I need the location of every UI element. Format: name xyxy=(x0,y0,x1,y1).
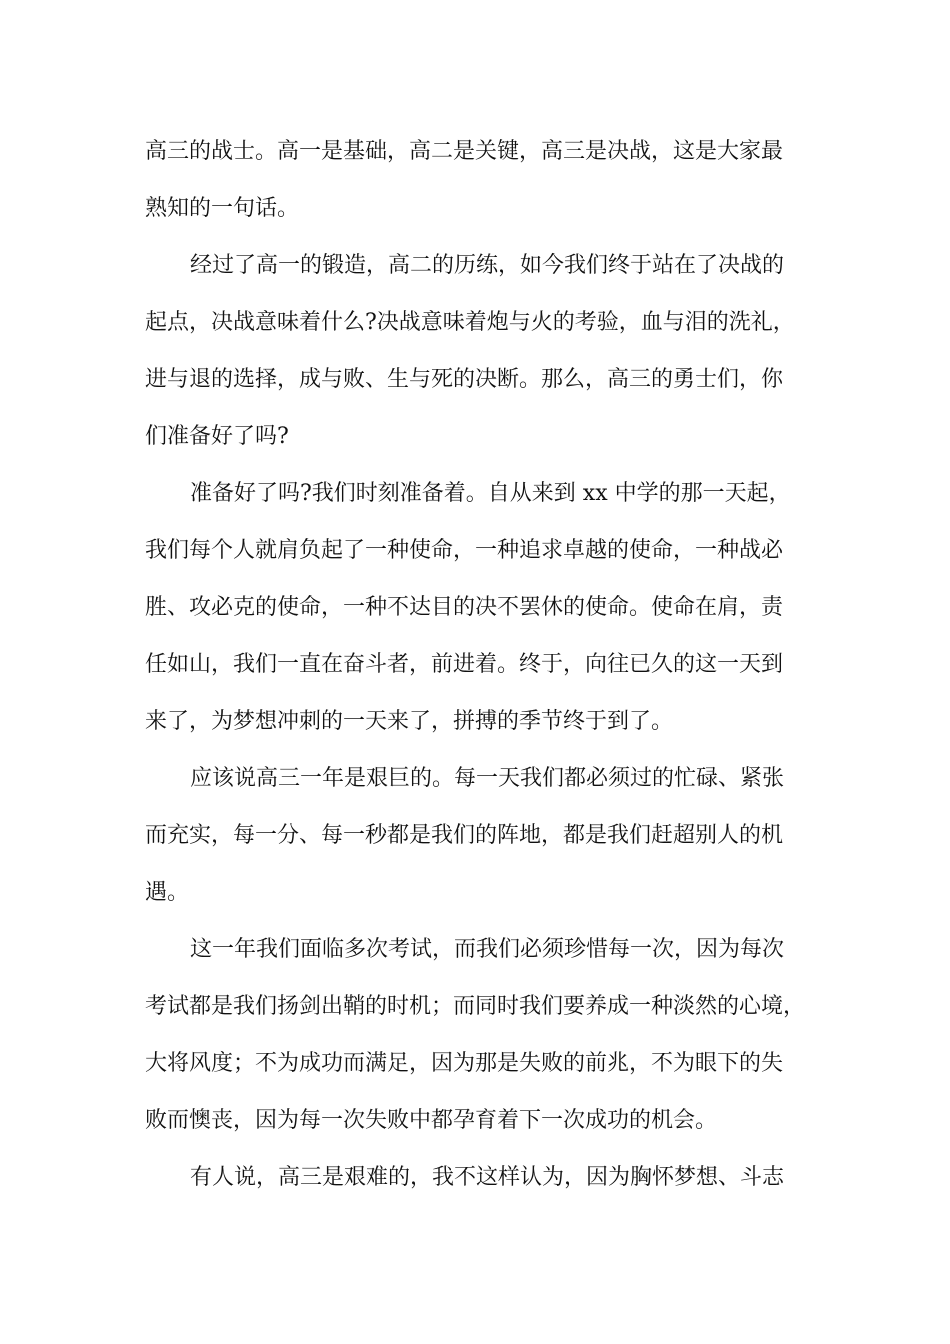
text-line: 高三的战士。高一是基础，高二是关键，高三是决战，这是大家最 xyxy=(145,139,784,164)
text-line: 我们每个人就肩负起了一种使命，一种追求卓越的使命，一种战必 xyxy=(145,538,784,563)
paragraph-first-line: 应该说高三一年是艰巨的。每一天我们都必须过的忙碌、紧张 xyxy=(190,766,785,791)
text-line: 大将风度；不为成功而满足，因为那是失败的前兆，不为眼下的失 xyxy=(145,1051,784,1076)
text-line: 任如山，我们一直在奋斗者，前进着。终于，向往已久的这一天到 xyxy=(145,652,784,677)
text-line: 们准备好了吗? xyxy=(145,424,289,449)
paragraph-first-line: 经过了高一的锻造，高二的历练，如今我们终于站在了决战的 xyxy=(190,253,785,278)
text-line: 考试都是我们扬剑出鞘的时机；而同时我们要养成一种淡然的心境， xyxy=(145,994,806,1019)
text-line: 起点，决战意味着什么?决战意味着炮与火的考验，血与泪的洗礼， xyxy=(145,310,795,335)
paragraph-first-line: 有人说，高三是艰难的，我不这样认为，因为胸怀梦想、斗志 xyxy=(190,1165,785,1190)
text-line: 熟知的一句话。 xyxy=(145,196,300,221)
text-line: 进与退的选择，成与败、生与死的决断。那么，高三的勇士们，你 xyxy=(145,367,784,392)
text-line: 而充实，每一分、每一秒都是我们的阵地，都是我们赶超别人的机 xyxy=(145,823,784,848)
text-line: 败而懊丧，因为每一次失败中都孕育着下一次成功的机会。 xyxy=(145,1108,718,1133)
paragraph-first-line: 这一年我们面临多次考试，而我们必须珍惜每一次，因为每次 xyxy=(190,937,785,962)
paragraph-first-line: 准备好了吗?我们时刻准备着。自从来到 xx 中学的那一天起， xyxy=(190,481,791,506)
text-line: 遇。 xyxy=(145,880,190,905)
text-line: 胜、攻必克的使命，一种不达目的决不罢休的使命。使命在肩，责 xyxy=(145,595,784,620)
text-line: 来了，为梦想冲刺的一天来了，拼搏的季节终于到了。 xyxy=(145,709,674,734)
